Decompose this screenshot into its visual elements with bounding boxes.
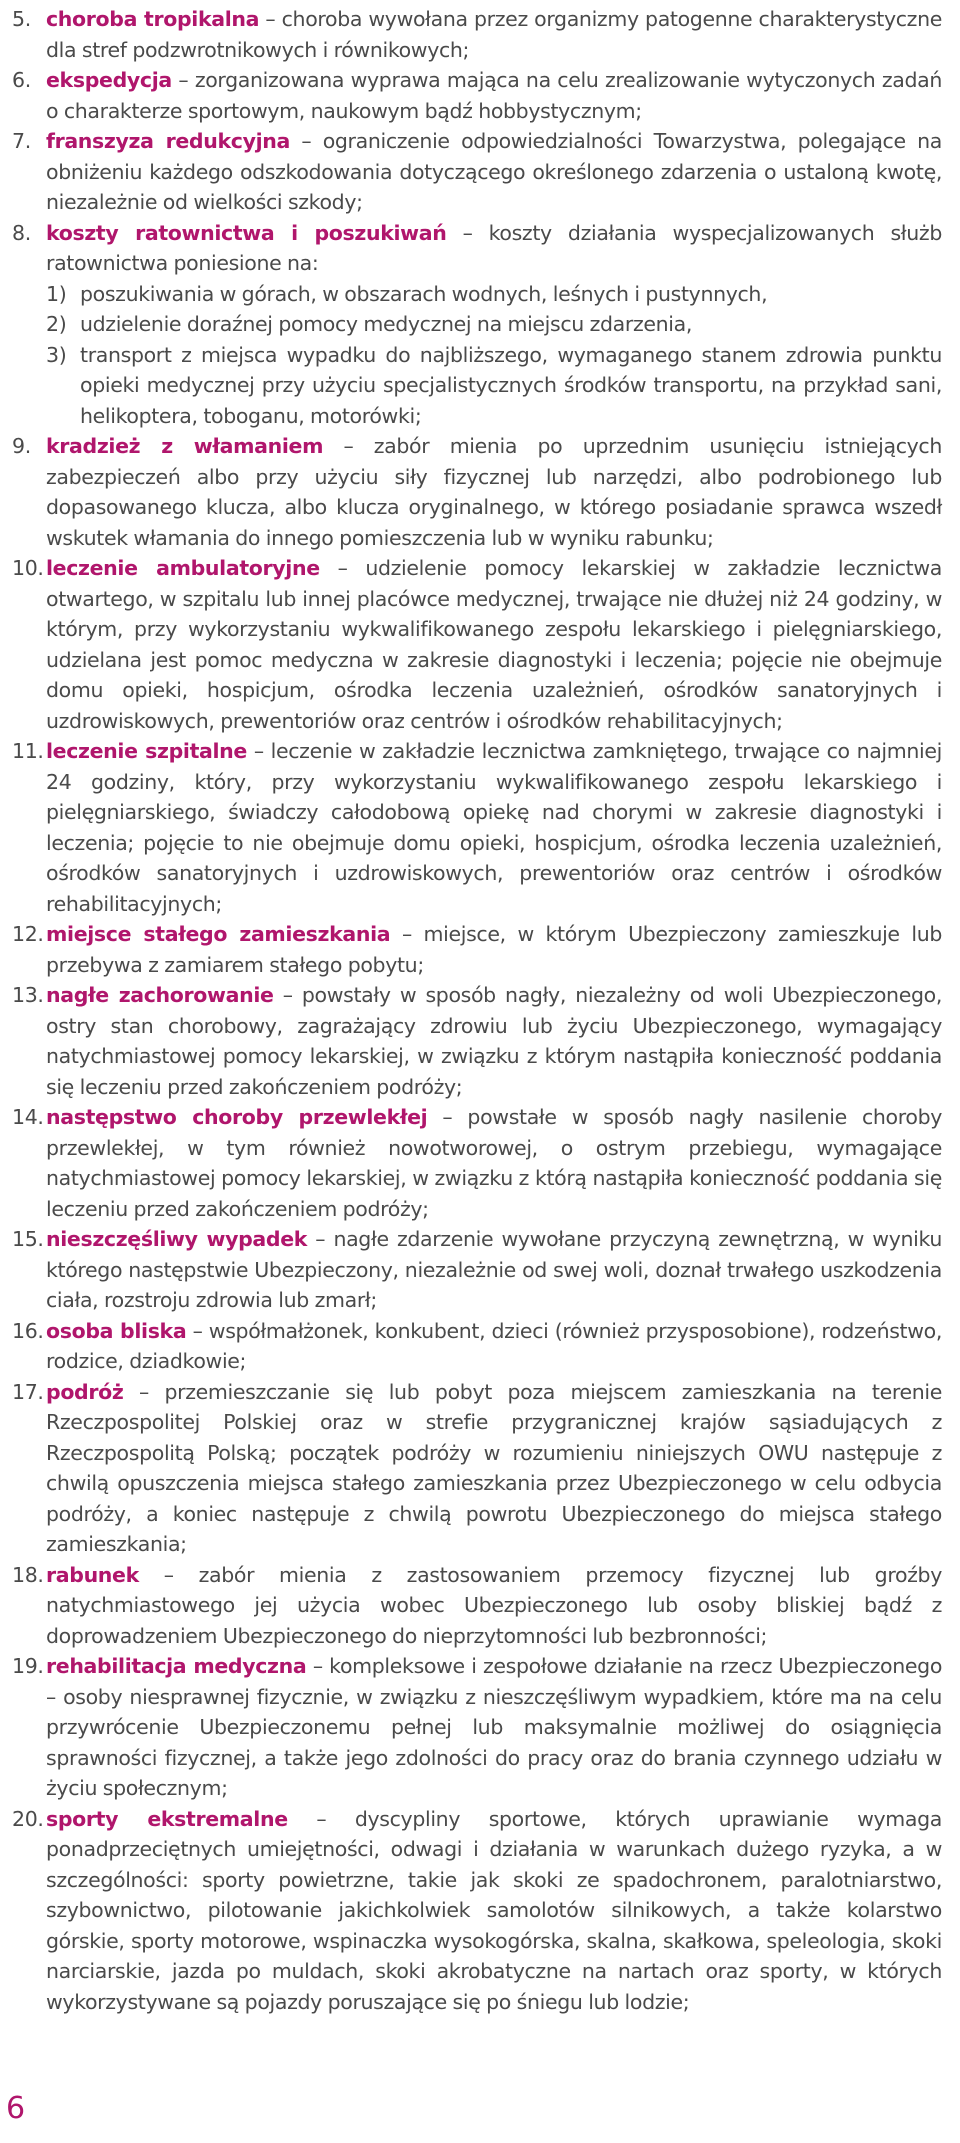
definition-text: koszty działania wyspecjalizowanych służb ratownictwa poniesione na:: [46, 220, 942, 275]
item-number: 14.: [12, 1105, 44, 1129]
definition-text: powstałe w sposób nagły nasilenie choroby przewlekłej, w tym również nowotworowej, o ostrym przebiegu, wymagające natychmiastowej pomocy lekarskiej, w związku z którą nastąpiła konieczność poddania się leczeniu przed zakończeniem podróży;: [46, 1105, 943, 1221]
defined-term: osoba bliska: [46, 1318, 187, 1343]
definition-body: nieszczęśliwy wypadek – nagłe zdarzenie wywołane przyczyną zewnętrzną, w wyniku którego następstwie Ubezpieczony, niezależnie od swej woli, doznał trwałego uszkodzenia ciała, rozstroju zdrowia lub zmarł;: [46, 1227, 943, 1312]
item-number: 9.: [12, 434, 31, 458]
definition-text: miejsce, w którym Ubezpieczony zamieszkuje lub przebywa z zamiarem stałego pobytu;: [46, 922, 943, 977]
definition-item: [12, 4, 942, 65]
sub-item-number: 1): [46, 281, 67, 306]
definition-text: ograniczenie odpowiedzialności Towarzystwa, polegające na obniżeniu każdego odszkodowania dotyczącego określonego zdarzenia o ustaloną kwotę, niezależnie od wielkości szkody;: [46, 129, 942, 214]
definition-item: [12, 1316, 942, 1377]
item-number: 20.: [12, 1806, 44, 1831]
definition-body: rehabilitacja medyczna – kompleksowe i zespołowe działanie na rzecz Ubezpieczonego – osoby niesprawnej fizycznie, w związku z nieszczęśliwym wypadkiem, które ma na celu przywrócenie Ubezpieczonemu pełnej lub maksymalnie możliwej do osiągnięcia sprawności fizycznej, a także jego zdolności do pracy oraz do brania czynnego udziału w życiu społecznym;: [46, 1654, 943, 1800]
defined-term: rehabilitacja medyczna: [46, 1654, 307, 1678]
definition-body: koszty ratownictwa i poszukiwań – koszty działania wyspecjalizowanych służb ratownictwa poniesione na: 1) poszukiwania w górach, w obszarach wodnych, leśnych i pustynnych, 2) udzielenie doraźnej pomocy medycznej na miejscu zdarzenia, 3) transport z miejsca wypadku do najbliższego, wymaganego stanem zdrowia punktu opieki medycznej przy użyciu specjalistycznych środków transportu, na przykład sani, helikoptera, toboganu, motorówki;: [46, 218, 942, 432]
defined-term: nagłe zachorowanie: [46, 983, 274, 1007]
definition-text: choroba wywołana przez organizmy patogenne charakterystyczne dla stref podzwrotnikowych i równikowych;: [46, 7, 942, 62]
item-number: 5.: [12, 7, 31, 31]
defined-term: leczenie ambulatoryjne: [46, 556, 320, 580]
definition-body: rabunek – zabór mienia z zastosowaniem przemocy fizycznej lub groźby natychmiastowego jej użycia wobec Ubezpieczonego lub osoby bliskiej bądź z doprowadzeniem Ubezpieczonego do nieprzytomności lub bezbronności;: [46, 1562, 942, 1648]
definition-text: współmałżonek, konkubent, dzieci (również przysposobione), rodzeństwo, rodzice, dziadkowie;: [46, 1318, 943, 1373]
item-number: 19.: [12, 1654, 44, 1678]
definition-body: kradzież z włamaniem – zabór mienia po uprzednim usunięciu istniejących zabezpieczeń albo przy użyciu siły fizycznej lub narzędzi, albo podrobionego lub dopasowanego klucza, albo klucza oryginalnego, w którego posiadanie sprawca wszedł wskutek włamania do innego pomieszczenia lub w wyniku rabunku;: [46, 434, 942, 550]
page-number: 6: [6, 2091, 26, 2126]
definition-item: [12, 980, 942, 1102]
definition-item: [12, 736, 942, 919]
defined-term: koszty ratownictwa i poszukiwań: [46, 220, 447, 245]
defined-term: następstwo choroby przewlekłej: [46, 1105, 428, 1129]
definition-text: nagłe zdarzenie wywołane przyczyną zewnętrzną, w wyniku którego następstwie Ubezpieczony, niezależnie od swej woli, doznał trwałego uszkodzenia ciała, rozstroju zdrowia lub zmarł;: [46, 1227, 943, 1312]
sub-item: [46, 340, 942, 432]
definition-item: [12, 65, 942, 126]
definition-text: leczenie w zakładzie lecznictwa zamkniętego, trwające co najmniej 24 godziny, który, przy wykorzystaniu wykwalifikowanego zespołu lekarskiego i pielęgniarskiego, świadczy całodobową opiekę nad chorymi w zakresie diagnostyki i leczenia; pojęcie to nie obejmuje domu opieki, hospicjum, ośrodka leczenia uzależnień, ośrodków sanatoryjnych i uzdrowiskowych, prewentoriów oraz centrów i ośrodków rehabilitacyjnych;: [46, 739, 942, 916]
item-number: 16.: [12, 1318, 44, 1343]
sub-item-number: 2): [46, 312, 67, 336]
definitions-list: [12, 4, 942, 2017]
definition-item: [12, 553, 942, 736]
definition-item: [12, 218, 942, 432]
item-number: 7.: [12, 129, 31, 153]
item-number: 13.: [12, 983, 44, 1007]
definition-body: sporty ekstremalne – dyscypliny sportowe, których uprawianie wymaga ponadprzeciętnych umiejętności, odwagi i działania w warunkach dużego ryzyka, a w szczególności: sporty powietrzne, takie jak skoki ze spadochronem, paralotniarstwo, szybownictwo, pilotowanie jakichkolwiek samolotów silnikowych, a także kolarstwo górskie, sporty motorowe, wspinaczka wysokogórska, skalna, skałkowa, speleologia, skoki narciarskie, jazda po muldach, skoki akrobatyczne na nartach oraz sporty, w których wykorzystywane są pojazdy poruszające się po śniegu lub lodzie;: [46, 1806, 942, 2014]
definition-body: miejsce stałego zamieszkania – miejsce, w którym Ubezpieczony zamieszkuje lub przebywa z zamiarem stałego pobytu;: [46, 922, 943, 977]
defined-term: ekspedycja: [46, 68, 172, 92]
definition-text: zorganizowana wyprawa mająca na celu zrealizowanie wytyczonych zadań o charakterze sportowym, naukowym bądź hobbystycznym;: [46, 68, 943, 123]
definition-body: leczenie szpitalne – leczenie w zakładzie lecznictwa zamkniętego, trwające co najmniej 24 godziny, który, przy wykorzystaniu wykwalifikowanego zespołu lekarskiego i pielęgniarskiego, świadczy całodobową opiekę nad chorymi w zakresie diagnostyki i leczenia; pojęcie to nie obejmuje domu opieki, hospicjum, ośrodka leczenia uzależnień, ośrodków sanatoryjnych i uzdrowiskowych, prewentoriów oraz centrów i ośrodków rehabilitacyjnych;: [46, 739, 942, 916]
sub-item: [46, 279, 942, 310]
sub-item-number: 3): [46, 342, 67, 367]
sub-item-text: transport z miejsca wypadku do najbliższego, wymaganego stanem zdrowia punktu opieki medycznej przy użyciu specjalistycznych środków transportu, na przykład sani, helikoptera, toboganu, motorówki;: [80, 342, 942, 428]
definition-text: zabór mienia po uprzednim usunięciu istniejących zabezpieczeń albo przy użyciu siły fizycznej lub narzędzi, albo podrobionego lub dopasowanego klucza, albo klucza oryginalnego, w którego posiadanie sprawca wszedł wskutek włamania do innego pomieszczenia lub w wyniku rabunku;: [46, 434, 942, 550]
item-number: 18.: [12, 1562, 44, 1587]
defined-term: leczenie szpitalne: [46, 739, 247, 763]
item-number: 8.: [12, 220, 31, 245]
definition-item: [12, 126, 942, 218]
definition-item: [12, 431, 942, 553]
definition-body: leczenie ambulatoryjne – udzielenie pomocy lekarskiej w zakładzie lecznictwa otwartego, w szpitalu lub innej placówce medycznej, trwające nie dłużej niż 24 godziny, w którym, przy wykorzystaniu wykwalifikowanego zespołu lekarskiego i pielęgniarskiego, udzielana jest pomoc medyczna w zakresie diagnostyki i leczenia; pojęcie nie obejmuje domu opieki, hospicjum, ośrodka leczenia uzależnień, ośrodków sanatoryjnych i uzdrowiskowych, prewentoriów oraz centrów i ośrodków rehabilitacyjnych;: [46, 556, 943, 733]
definition-body: osoba bliska – współmałżonek, konkubent, dzieci (również przysposobione), rodzeństwo, rodzice, dziadkowie;: [46, 1318, 943, 1373]
definition-item: [12, 1102, 942, 1224]
sub-item-text: udzielenie doraźnej pomocy medycznej na miejscu zdarzenia,: [80, 312, 692, 336]
definition-text: dyscypliny sportowe, których uprawianie wymaga ponadprzeciętnych umiejętności, odwagi i działania w warunkach dużego ryzyka, a w szczególności: sporty powietrzne, takie jak skoki ze spadochronem, paralotniarstwo, szybownictwo, pilotowanie jakichkolwiek samolotów silnikowych, a także kolarstwo górskie, sporty motorowe, wspinaczka wysokogórska, skalna, skałkowa, speleologia, skoki narciarskie, jazda po muldach, skoki akrobatyczne na nartach oraz sporty, w których wykorzystywane są pojazdy poruszające się po śniegu lub lodzie;: [46, 1806, 942, 2014]
defined-term: miejsce stałego zamieszkania: [46, 922, 391, 946]
definition-text: udzielenie pomocy lekarskiej w zakładzie lecznictwa otwartego, w szpitalu lub innej placówce medycznej, trwające nie dłużej niż 24 godziny, w którym, przy wykorzystaniu wykwalifikowanego zespołu lekarskiego i pielęgniarskiego, udzielana jest pomoc medyczna w zakresie diagnostyki i leczenia; pojęcie nie obejmuje domu opieki, hospicjum, ośrodka leczenia uzależnień, ośrodków sanatoryjnych i uzdrowiskowych, prewentoriów oraz centrów i ośrodków rehabilitacyjnych;: [46, 556, 943, 733]
sub-item-text: poszukiwania w górach, w obszarach wodnych, leśnych i pustynnych,: [80, 281, 768, 306]
item-number: 6.: [12, 68, 31, 92]
definition-item: [12, 1804, 942, 2018]
definition-text: zabór mienia z zastosowaniem przemocy fizycznej lub groźby natychmiastowego jej użycia wobec Ubezpieczonego lub osoby bliskiej bądź z doprowadzeniem Ubezpieczonego do nieprzytomności lub bezbronności;: [46, 1562, 942, 1648]
definition-body: ekspedycja – zorganizowana wyprawa mająca na celu zrealizowanie wytyczonych zadań o charakterze sportowym, naukowym bądź hobbystycznym;: [46, 68, 943, 123]
definition-text: przemieszczanie się lub pobyt poza miejscem zamieszkania na terenie Rzeczpospolitej Polskiej oraz w strefie przygranicznej krajów sąsiadujących z Rzeczpospolitą Polską; początek podróży w rozumieniu niniejszych OWU następuje z chwilą opuszczenia miejsca stałego zamieszkania przez Ubezpieczonego w celu odbycia podróży, a koniec następuje z chwilą powrotu Ubezpieczonego do miejsca stałego zamieszkania;: [46, 1379, 942, 1556]
definition-text: powstały w sposób nagły, niezależny od woli Ubezpieczonego, ostry stan chorobowy, zagrażający zdrowiu lub życiu Ubezpieczonego, wymagający natychmiastowej pomocy lekarskiej, w związku z którym nastąpiła konieczność poddania się leczeniu przed zakończeniem podróży;: [46, 983, 942, 1099]
defined-term: nieszczęśliwy wypadek: [46, 1227, 308, 1251]
defined-term: rabunek: [46, 1562, 139, 1587]
item-number: 11.: [12, 739, 44, 763]
definition-item: [12, 1651, 942, 1804]
item-number: 17.: [12, 1379, 44, 1404]
definition-body: podróż – przemieszczanie się lub pobyt poza miejscem zamieszkania na terenie Rzeczpospolitej Polskiej oraz w strefie przygranicznej krajów sąsiadujących z Rzeczpospolitą Polską; początek podróży w rozumieniu niniejszych OWU następuje z chwilą opuszczenia miejsca stałego zamieszkania przez Ubezpieczonego w celu odbycia podróży, a koniec następuje z chwilą powrotu Ubezpieczonego do miejsca stałego zamieszkania;: [46, 1379, 942, 1556]
definition-item: [12, 1224, 942, 1316]
definition-item: [12, 1377, 942, 1560]
definition-body: następstwo choroby przewlekłej – powstałe w sposób nagły nasilenie choroby przewlekłej, w tym również nowotworowej, o ostrym przebiegu, wymagające natychmiastowej pomocy lekarskiej, w związku z którą nastąpiła konieczność poddania się leczeniu przed zakończeniem podróży;: [46, 1105, 943, 1221]
item-number: 12.: [12, 922, 44, 946]
defined-term: kradzież z włamaniem: [46, 434, 324, 458]
defined-term: sporty ekstremalne: [46, 1806, 288, 1831]
item-number: 10.: [12, 556, 44, 580]
definition-body: franszyza redukcyjna – ograniczenie odpowiedzialności Towarzystwa, polegające na obniżeniu każdego odszkodowania dotyczącego określonego zdarzenia o ustaloną kwotę, niezależnie od wielkości szkody;: [46, 129, 942, 214]
item-number: 15.: [12, 1227, 44, 1251]
definition-text: kompleksowe i zespołowe działanie na rzecz Ubezpieczonego – osoby niesprawnej fizycznie, w związku z nieszczęśliwym wypadkiem, które ma na celu przywrócenie Ubezpieczonemu pełnej lub maksymalnie możliwej do osiągnięcia sprawności fizycznej, a także jego zdolności do pracy oraz do brania czynnego udziału w życiu społecznym;: [46, 1654, 943, 1800]
definition-item: [12, 1560, 942, 1652]
definition-body: nagłe zachorowanie – powstały w sposób nagły, niezależny od woli Ubezpieczonego, ostry stan chorobowy, zagrażający zdrowiu lub życiu Ubezpieczonego, wymagający natychmiastowej pomocy lekarskiej, w związku z którym nastąpiła konieczność poddania się leczeniu przed zakończeniem podróży;: [46, 983, 942, 1099]
sub-item: [46, 309, 942, 340]
defined-term: franszyza redukcyjna: [46, 129, 290, 153]
definition-item: [12, 919, 942, 980]
defined-term: choroba tropikalna: [46, 7, 260, 31]
defined-term: podróż: [46, 1379, 124, 1404]
definition-body: choroba tropikalna – choroba wywołana przez organizmy patogenne charakterystyczne dla stref podzwrotnikowych i równikowych;: [46, 7, 942, 62]
